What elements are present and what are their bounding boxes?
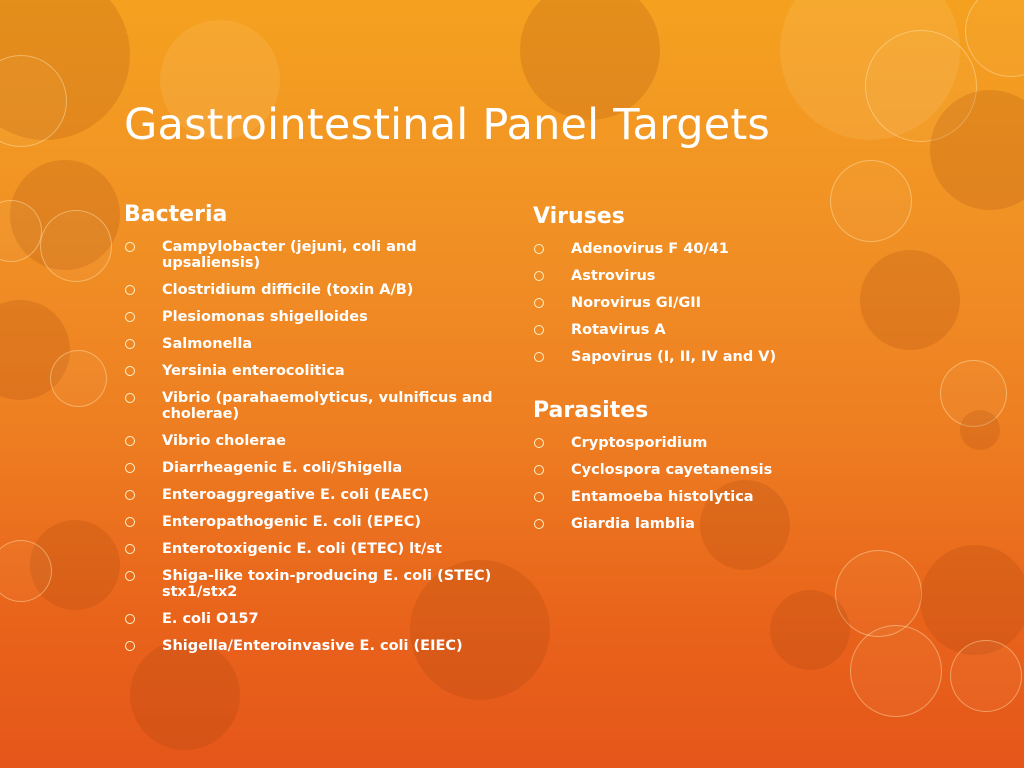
list-item (124, 336, 504, 352)
ring-bullet-icon (125, 339, 135, 349)
list-item (533, 241, 953, 257)
bokeh-ring (950, 640, 1022, 712)
ring-bullet-icon (125, 463, 135, 473)
bacteria-list (124, 239, 504, 654)
list-item (533, 489, 953, 505)
bokeh-circle (0, 300, 70, 400)
viruses-parasites-column (533, 202, 953, 543)
parasites-list (533, 435, 953, 532)
list-item-text: E. coli O157 (162, 611, 259, 627)
list-item-text: Campylobacter (jejuni, coli and upsaliensis) (162, 239, 417, 271)
bokeh-circle (770, 590, 850, 670)
bokeh-ring (0, 55, 67, 147)
ring-bullet-icon (125, 517, 135, 527)
ring-bullet-icon (534, 325, 544, 335)
list-item (124, 390, 504, 422)
bacteria-column (124, 200, 504, 665)
ring-bullet-icon (534, 271, 544, 281)
list-item (124, 460, 504, 476)
list-item-text: Clostridium difficile (toxin A/B) (162, 282, 414, 298)
bokeh-ring (0, 200, 42, 262)
ring-bullet-icon (125, 641, 135, 651)
list-item-text: Plesiomonas shigelloides (162, 309, 368, 325)
bokeh-ring (850, 625, 942, 717)
list-item-text: Shigella/Enteroinvasive E. coli (EIEC) (162, 638, 463, 654)
list-item-text: Enterotoxigenic E. coli (ETEC) lt/st (162, 541, 442, 557)
list-item (124, 638, 504, 654)
list-item-text: Cyclospora cayetanensis (571, 462, 773, 478)
bokeh-ring (40, 210, 112, 282)
bokeh-circle (10, 160, 120, 270)
list-item-text: Yersinia enterocolitica (162, 363, 345, 379)
list-item (124, 568, 504, 600)
bacteria-heading: Bacteria (124, 202, 228, 227)
slide-title: Gastrointestinal Panel Targets (124, 100, 771, 150)
list-item (533, 268, 953, 284)
ring-bullet-icon (125, 393, 135, 403)
list-item-text: Vibrio (parahaemolyticus, vulnificus and cholerae) (162, 390, 493, 422)
list-item-text: Adenovirus F 40/41 (571, 241, 729, 257)
list-item-text: Sapovirus (I, II, IV and V) (571, 349, 777, 365)
list-item (124, 541, 504, 557)
list-item-text: Rotavirus A (571, 322, 666, 338)
bokeh-ring (50, 350, 107, 407)
bokeh-ring (835, 550, 922, 637)
bokeh-circle (30, 520, 120, 610)
list-item (533, 435, 953, 451)
list-item (533, 516, 953, 532)
list-item-text: Giardia lamblia (571, 516, 695, 532)
ring-bullet-icon (534, 492, 544, 502)
ring-bullet-icon (534, 298, 544, 308)
list-item (533, 349, 953, 365)
list-item-text: Enteropathogenic E. coli (EPEC) (162, 514, 421, 530)
viruses-list (533, 241, 953, 365)
list-item (124, 363, 504, 379)
ring-bullet-icon (125, 614, 135, 624)
bokeh-ring (965, 0, 1024, 77)
viruses-heading: Viruses (533, 204, 625, 229)
list-item-text: Salmonella (162, 336, 253, 352)
list-item-text: Diarrheagenic E. coli/Shigella (162, 460, 403, 476)
ring-bullet-icon (125, 436, 135, 446)
ring-bullet-icon (125, 366, 135, 376)
list-item (124, 611, 504, 627)
list-item (124, 433, 504, 449)
parasites-heading: Parasites (533, 398, 649, 423)
bokeh-circle (920, 545, 1024, 655)
list-item-text: Vibrio cholerae (162, 433, 286, 449)
list-item-text: Enteroaggregative E. coli (EAEC) (162, 487, 429, 503)
list-item-text: Cryptosporidium (571, 435, 708, 451)
ring-bullet-icon (534, 465, 544, 475)
list-item-text: Norovirus GI/GII (571, 295, 702, 311)
ring-bullet-icon (125, 571, 135, 581)
bokeh-ring (0, 540, 52, 602)
ring-bullet-icon (125, 490, 135, 500)
list-item (124, 309, 504, 325)
bokeh-circle (930, 90, 1024, 210)
list-item (533, 295, 953, 311)
ring-bullet-icon (125, 312, 135, 322)
list-item-text: Astrovirus (571, 268, 656, 284)
list-item (124, 239, 504, 271)
ring-bullet-icon (125, 285, 135, 295)
bokeh-ring (865, 30, 977, 142)
bokeh-circle (0, 0, 130, 140)
bokeh-circle (780, 0, 960, 140)
ring-bullet-icon (125, 544, 135, 554)
ring-bullet-icon (125, 242, 135, 252)
list-item (124, 282, 504, 298)
list-item-text: Shiga-like toxin-producing E. coli (STEC) stx1/stx2 (162, 568, 492, 600)
ring-bullet-icon (534, 519, 544, 529)
ring-bullet-icon (534, 438, 544, 448)
ring-bullet-icon (534, 244, 544, 254)
list-item (533, 322, 953, 338)
list-item (533, 462, 953, 478)
list-item (124, 487, 504, 503)
ring-bullet-icon (534, 352, 544, 362)
bokeh-circle (960, 410, 1000, 450)
list-item (124, 514, 504, 530)
list-item-text: Entamoeba histolytica (571, 489, 754, 505)
